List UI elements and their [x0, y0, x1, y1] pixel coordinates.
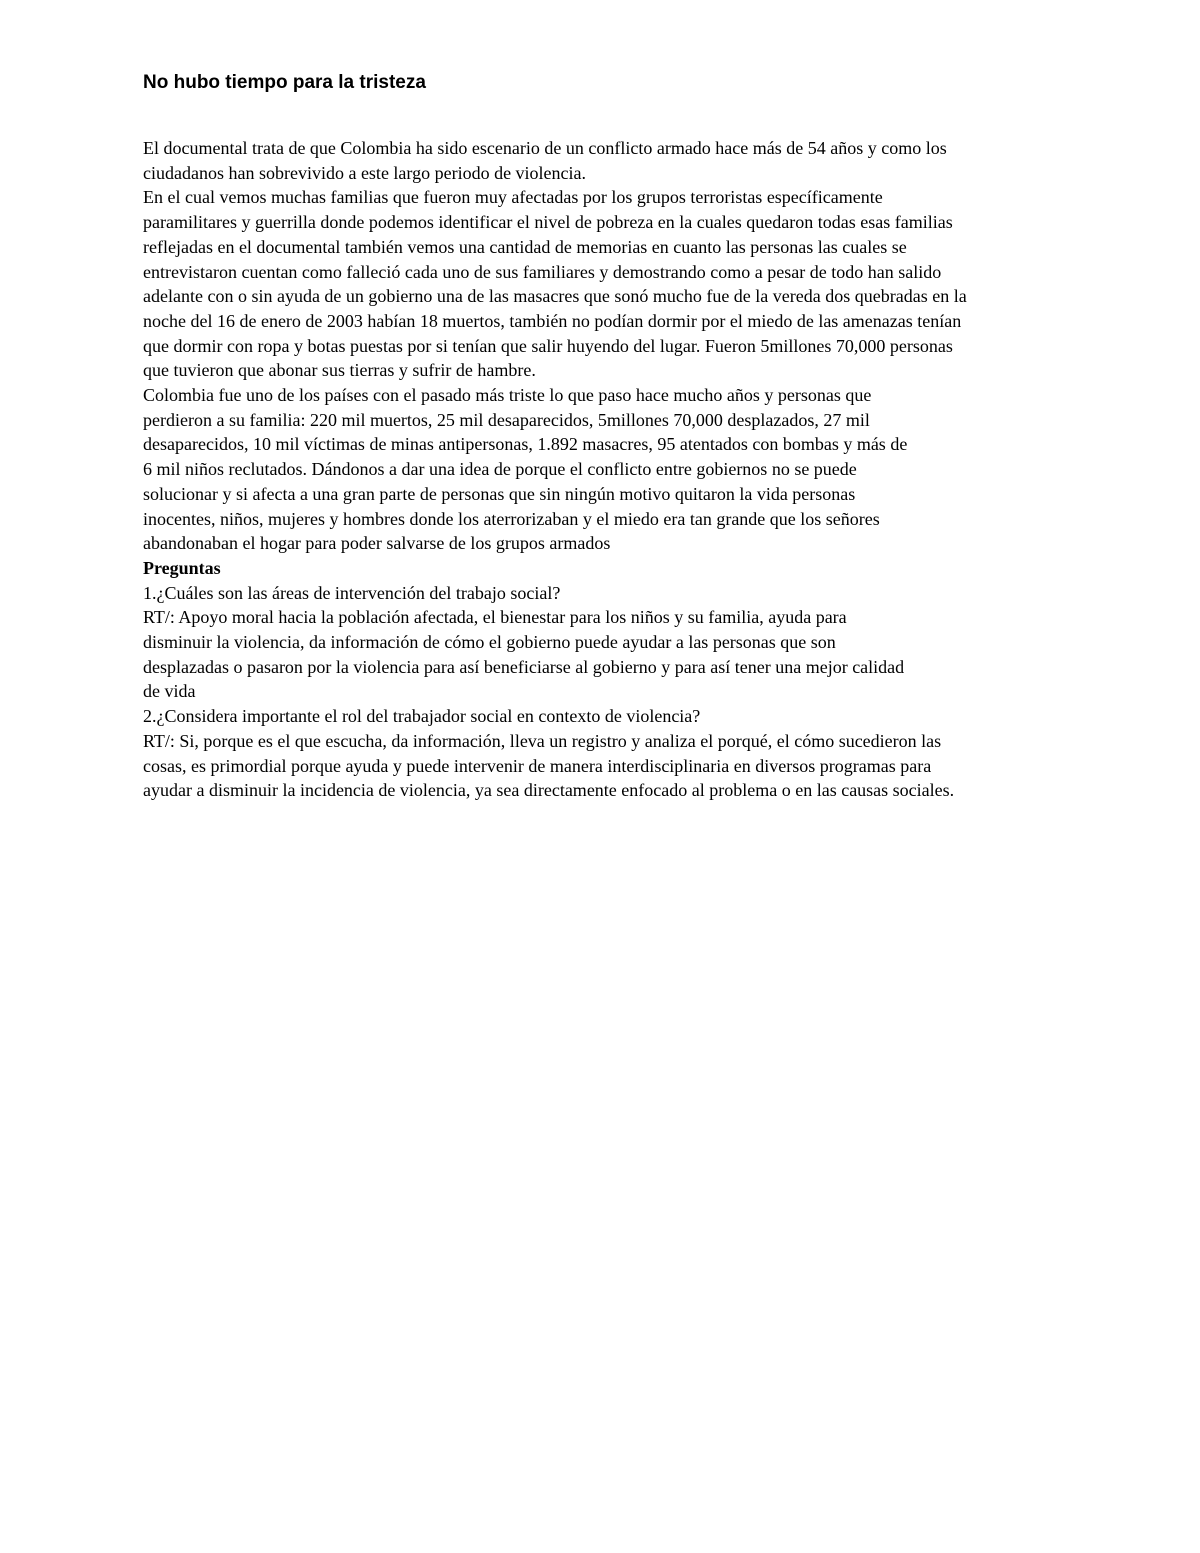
- qa-line: cosas, es primordial porque ayuda y puede intervenir de manera interdisciplinaria en diversos programas para: [143, 755, 932, 776]
- questions-heading: Preguntas: [143, 557, 221, 578]
- body-line: Colombia fue uno de los países con el pasado más triste lo que paso hace mucho años y personas que: [143, 385, 872, 406]
- body-line: perdieron a su familia: 220 mil muertos, 25 mil desaparecidos, 5millones 70,000 desplazados, 27 mil: [143, 409, 870, 430]
- qa-line: RT/: Si, porque es el que escucha, da información, lleva un registro y analiza el porqué, el cómo sucedieron las: [143, 730, 942, 751]
- body-line: ciudadanos han sobrevivido a este largo periodo de violencia.: [143, 162, 587, 183]
- body-line: que tuvieron que abonar sus tierras y sufrir de hambre.: [143, 360, 536, 381]
- qa-line: 1.¿Cuáles son las áreas de intervención del trabajo social?: [143, 582, 561, 603]
- body-line: En el cual vemos muchas familias que fueron muy afectadas por los grupos terroristas específicamente: [143, 187, 883, 208]
- qa-line: desplazadas o pasaron por la violencia para así beneficiarse al gobierno y para así tener una mejor calidad: [143, 656, 905, 677]
- body-line: desaparecidos, 10 mil víctimas de minas antipersonas, 1.892 masacres, 95 atentados con bombas y más de: [143, 434, 908, 455]
- body-line: solucionar y si afecta a una gran parte de personas que sin ningún motivo quitaron la vida personas: [143, 483, 856, 504]
- body-line: inocentes, niños, mujeres y hombres donde los aterrorizaban y el miedo era tan grande que los señores: [143, 508, 880, 529]
- body-line: adelante con o sin ayuda de un gobierno una de las masacres que sonó mucho fue de la vereda dos quebradas en la: [143, 286, 967, 307]
- body-line: que dormir con ropa y botas puestas por si tenían que salir huyendo del lugar. Fueron 5millones 70,000 personas: [143, 335, 953, 356]
- body-line: paramilitares y guerrilla donde podemos identificar el nivel de pobreza en la cuales quedaron todas esas familias: [143, 212, 953, 233]
- qa-line: ayudar a disminuir la incidencia de violencia, ya sea directamente enfocado al problema o en las causas sociales.: [143, 780, 955, 801]
- body-line: abandonaban el hogar para poder salvarse de los grupos armados: [143, 533, 611, 554]
- qa-line: disminuir la violencia, da información de cómo el gobierno puede ayudar a las personas que son: [143, 632, 836, 653]
- body-line: reflejadas en el documental también vemos una cantidad de memorias en cuanto las personas las cuales se: [143, 236, 907, 257]
- document-body: [143, 136, 1143, 803]
- qa-line: RT/: Apoyo moral hacia la población afectada, el bienestar para los niños y su familia, ayuda para: [143, 607, 847, 628]
- document-title: No hubo tiempo para la tristeza: [143, 72, 426, 93]
- body-line: noche del 16 de enero de 2003 habían 18 muertos, también no podían dormir por el miedo de las amenazas tenían: [143, 310, 962, 331]
- body-line: 6 mil niños reclutados. Dándonos a dar una idea de porque el conflicto entre gobiernos no se puede: [143, 459, 857, 480]
- qa-line: 2.¿Considera importante el rol del trabajador social en contexto de violencia?: [143, 706, 701, 727]
- qa-line: de vida: [143, 681, 196, 702]
- body-line: El documental trata de que Colombia ha sido escenario de un conflicto armado hace más de 54 años y como los: [143, 138, 947, 158]
- body-line: entrevistaron cuentan como falleció cada uno de sus familiares y demostrando como a pesar de todo han salido: [143, 261, 942, 282]
